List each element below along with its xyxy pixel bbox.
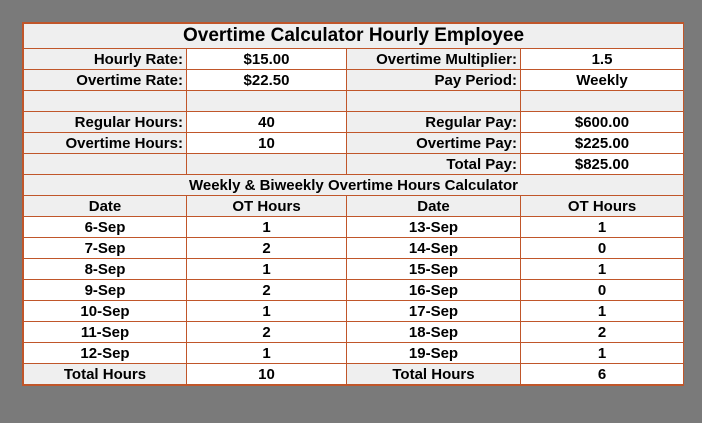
week1-hours-cell[interactable]: 2 [187,280,347,301]
week2-date-cell[interactable]: 14-Sep [347,238,521,259]
hourly-rate-cell[interactable]: $15.00 [187,49,347,70]
week2-date-cell[interactable]: 17-Sep [347,301,521,322]
empty-cell [24,154,187,175]
week2-hours-cell[interactable]: 0 [521,280,684,301]
week1-date-cell[interactable]: 11-Sep [24,322,187,343]
regular-hours-cell[interactable]: 40 [187,112,347,133]
week1-date-cell[interactable]: 12-Sep [24,343,187,364]
overtime-pay-label: Overtime Pay: [347,133,521,154]
week1-date-cell[interactable]: 10-Sep [24,301,187,322]
empty-cell [187,91,347,112]
week1-date-header: Date [24,196,187,217]
pay-period-label: Pay Period: [347,70,521,91]
week1-total-hours-label: Total Hours [24,364,187,385]
week2-date-cell[interactable]: 18-Sep [347,322,521,343]
week1-hours-cell[interactable]: 1 [187,301,347,322]
total-pay-cell[interactable]: $825.00 [521,154,684,175]
overtime-multiplier-label: Overtime Multiplier: [347,49,521,70]
day-row [24,322,684,343]
overtime-calculator-sheet [22,22,684,386]
week2-hours-cell[interactable]: 0 [521,238,684,259]
week2-date-cell[interactable]: 13-Sep [347,217,521,238]
week2-hours-cell[interactable]: 1 [521,217,684,238]
regular-pay-label: Regular Pay: [347,112,521,133]
calculator-section-title: Weekly & Biweekly Overtime Hours Calculator [24,175,684,196]
day-row [24,301,684,322]
overtime-multiplier-cell[interactable]: 1.5 [521,49,684,70]
day-row [24,280,684,301]
week1-ot-hours-header: OT Hours [187,196,347,217]
empty-cell [521,91,684,112]
week2-ot-hours-header: OT Hours [521,196,684,217]
day-row [24,238,684,259]
empty-cell [347,91,521,112]
regular-pay-cell[interactable]: $600.00 [521,112,684,133]
empty-cell [187,154,347,175]
empty-cell [24,91,187,112]
pay-period-cell[interactable]: Weekly [521,70,684,91]
regular-hours-label: Regular Hours: [24,112,187,133]
calculator-table [23,23,684,385]
overtime-rate-label: Overtime Rate: [24,70,187,91]
overtime-hours-label: Overtime Hours: [24,133,187,154]
week1-date-cell[interactable]: 6-Sep [24,217,187,238]
overtime-pay-cell[interactable]: $225.00 [521,133,684,154]
week2-hours-cell[interactable]: 1 [521,301,684,322]
week1-hours-cell[interactable]: 1 [187,343,347,364]
overtime-rate-cell[interactable]: $22.50 [187,70,347,91]
week1-total-hours-cell[interactable]: 10 [187,364,347,385]
week1-date-cell[interactable]: 8-Sep [24,259,187,280]
week2-total-hours-label: Total Hours [347,364,521,385]
week2-date-cell[interactable]: 19-Sep [347,343,521,364]
total-pay-label: Total Pay: [347,154,521,175]
week2-date-header: Date [347,196,521,217]
week1-hours-cell[interactable]: 2 [187,322,347,343]
week1-date-cell[interactable]: 7-Sep [24,238,187,259]
hourly-rate-label: Hourly Rate: [24,49,187,70]
day-row [24,259,684,280]
day-row [24,217,684,238]
week1-date-cell[interactable]: 9-Sep [24,280,187,301]
week1-hours-cell[interactable]: 1 [187,217,347,238]
week1-hours-cell[interactable]: 1 [187,259,347,280]
week2-hours-cell[interactable]: 1 [521,343,684,364]
week1-hours-cell[interactable]: 2 [187,238,347,259]
week2-date-cell[interactable]: 15-Sep [347,259,521,280]
week2-date-cell[interactable]: 16-Sep [347,280,521,301]
week2-hours-cell[interactable]: 2 [521,322,684,343]
sheet-title: Overtime Calculator Hourly Employee [24,24,684,49]
week2-total-hours-cell[interactable]: 6 [521,364,684,385]
week2-hours-cell[interactable]: 1 [521,259,684,280]
day-row [24,343,684,364]
overtime-hours-cell[interactable]: 10 [187,133,347,154]
